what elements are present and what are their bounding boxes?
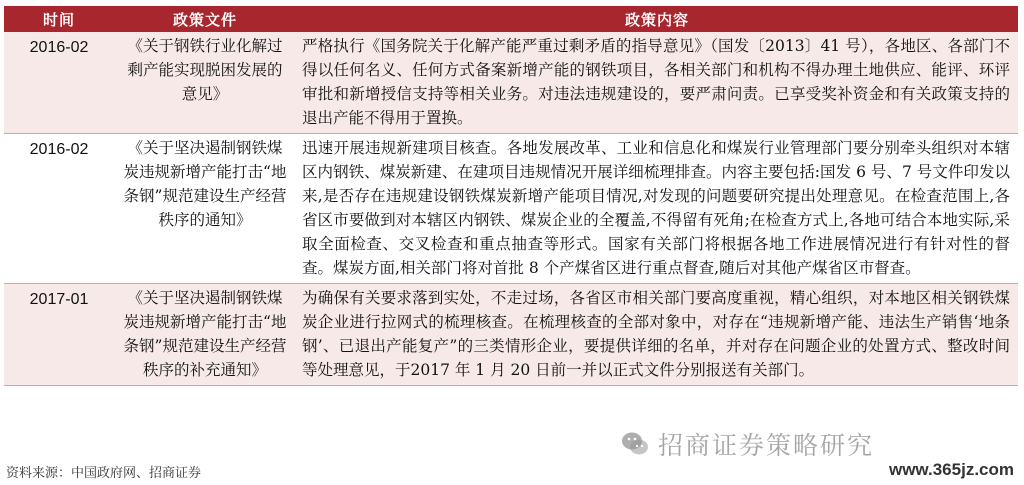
row-content: 严格执行《国务院关于化解产能严重过剩矛盾的指导意见》（国发〔2013〕41 号），各地区、各部门不得以任何名义、任何方式备案新增产能的钢铁项目，各相关部门和机构不得办理土地供应、能评、环评审批和新增授信支持等相关业务。对违法违规建设的，要严肃问责。已享受奖补资金和有关政策支持的退出产能不得用于置换。 [296,32,1018,134]
table-row [4,284,1018,386]
policy-table [4,6,1018,386]
site-watermark: www.365jz.com [888,460,1014,479]
watermark [620,426,874,462]
row-document: 《关于钢铁行业化解过剩产能实现脱困发展的意见》 [114,32,296,134]
table-row [4,32,1018,134]
source-note: 资料来源：中国政府网、招商证券 [6,466,202,481]
row-content: 为确保有关要求落到实处，不走过场，各省区市相关部门要高度重视，精心组织，对本地区相关钢铁煤炭企业进行拉网式的梳理核查。在梳理核查的全部对象中，对存在“违规新增产能、违法生产销售‘地条钢’、已退出产能复产”的三类情形企业，要提供详细的名单，并对存在问题企业的处置方式、整改时间等处理意见，于2017 年 1 月 20 日前一并以正式文件分别报送有关部门。 [296,284,1018,386]
table-header-row [4,6,1018,32]
row-content: 迅速开展违规新建项目核查。各地发展改革、工业和信息化和煤炭行业管理部门要分别牵头组织对本辖区内钢铁、煤炭新建、在建项目违规情况开展详细梳理排查。内容主要包括:国发 6 号、7 号文件印发以来,是否存在违规建设钢铁煤炭新增产能项目情况,对发现的问题要研究提出处理意见。在检查范围上,各省区市要做到对本辖区内钢铁、煤炭企业的全覆盖,不得留有死角;在检查方式上,各地可结合本地实际,采取全面检查、交叉检查和重点抽查等形式。国家有关部门将根据各地工作进展情况进行有针对性的督查。煤炭方面,相关部门将对首批 8 个产煤省区进行重点督查,随后对其他产煤省区市督查。 [296,134,1018,284]
row-date: 2017-01 [4,284,114,386]
row-document: 《关于坚决遏制钢铁煤炭违规新增产能打击“地条钢”规范建设生产经营秩序的补充通知》 [114,284,296,386]
table-row [4,134,1018,284]
header-document: 政策文件 [114,6,296,32]
watermark-text: 招商证券策略研究 [658,431,875,460]
wechat-logo-icon [620,429,650,459]
row-document: 《关于坚决遏制钢铁煤炭违规新增产能打击“地条钢”规范建设生产经营秩序的通知》 [114,134,296,284]
header-time: 时间 [4,6,114,32]
row-date: 2016-02 [4,134,114,284]
row-date: 2016-02 [4,32,114,134]
header-content: 政策内容 [296,6,1018,32]
